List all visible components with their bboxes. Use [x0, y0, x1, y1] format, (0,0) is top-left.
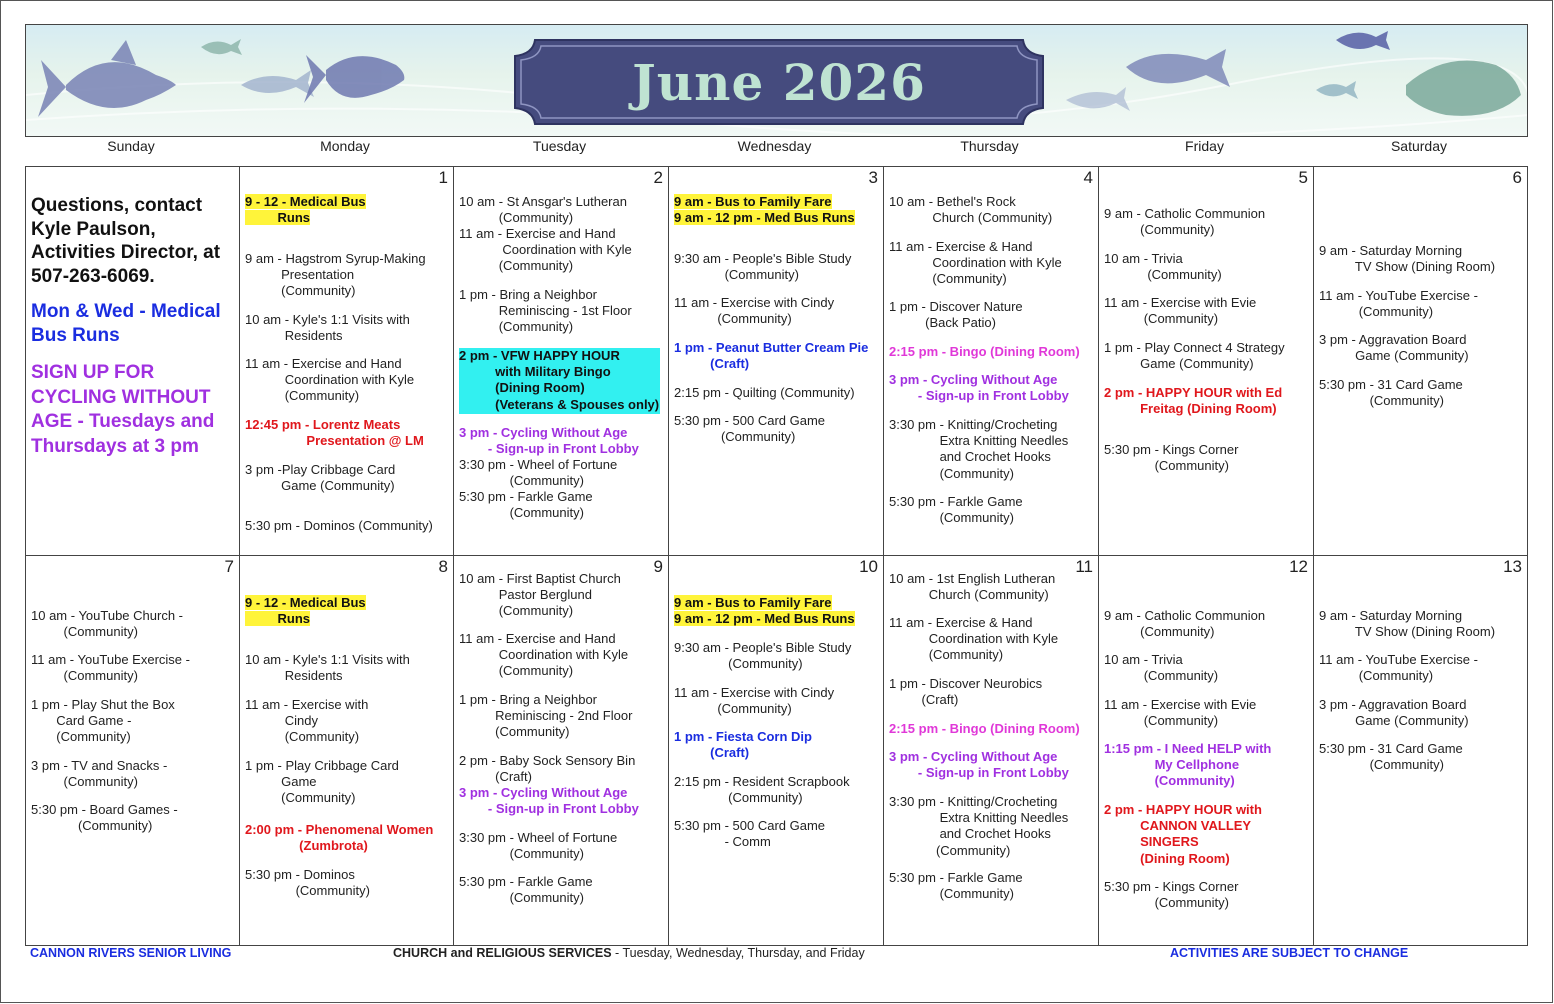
- event: 2:15 pm - Quilting (Community): [674, 385, 855, 400]
- header-banner: [25, 24, 1528, 137]
- day-number: 7: [224, 557, 234, 576]
- event: 10 am - Trivia (Community): [1104, 652, 1219, 684]
- event: 11 am - Exercise with Cindy (Community): [674, 685, 835, 717]
- weekday-friday: Friday: [1185, 138, 1224, 154]
- event: 9 am - Bus to Family Fare 9 am - 12 pm - Med Bus Runs: [674, 194, 855, 226]
- day-number: 10: [859, 557, 878, 576]
- day-number: 1: [438, 168, 448, 187]
- event: 5:30 pm - Kings Corner (Community): [1104, 442, 1239, 474]
- event: 11 am - Exercise with Cindy (Community): [245, 697, 369, 745]
- event: 9 am - Hagstrom Syrup-Making Presentation (Community): [245, 251, 426, 299]
- event: 9 am - Bus to Family Fare 9 am - 12 pm - Med Bus Runs: [674, 595, 855, 627]
- event: 2:15 pm - Bingo (Dining Room): [889, 344, 1080, 359]
- event: 5:30 pm - Dominos (Community): [245, 518, 433, 533]
- event: 5:30 pm - 500 Card Game (Community): [674, 413, 826, 445]
- event: 12:45 pm - Lorentz Meats Presentation @ LM: [245, 417, 424, 449]
- event: 5:30 pm - 31 Card Game (Community): [1319, 377, 1463, 409]
- event: 9 am - Catholic Communion (Community): [1104, 206, 1266, 238]
- event: 1:15 pm - I Need HELP with My Cellphone (Community): [1104, 741, 1272, 789]
- weekday-thursday: Thursday: [960, 138, 1019, 154]
- event: 3 pm - Cycling Without Age - Sign-up in Front Lobby: [889, 749, 1069, 781]
- day-cell: [668, 166, 884, 556]
- event: 5:30 pm - Farkle Game (Community): [889, 494, 1023, 526]
- day-cell: [668, 555, 884, 946]
- event: 11 am - YouTube Exercise - (Community): [1319, 652, 1478, 684]
- footer-services-heading: CHURCH and RELIGIOUS SERVICES: [393, 946, 612, 960]
- event: 11 am - Exercise and Hand Coordination with Kyle (Community): [459, 631, 629, 679]
- day-cell: [883, 555, 1099, 946]
- event: 1 pm - Play Connect 4 Strategy Game (Community): [1104, 340, 1285, 372]
- event: 5:30 pm - 31 Card Game (Community): [1319, 741, 1463, 773]
- event: 10 am - St Ansgar's Lutheran (Community): [459, 194, 627, 226]
- event: 1 pm - Discover Nature (Back Patio): [889, 299, 1023, 331]
- event: 5:30 pm - Board Games - (Community): [31, 802, 178, 834]
- day-number: 5: [1298, 168, 1308, 187]
- event: 10 am - YouTube Church - (Community): [31, 608, 183, 640]
- day-cell: [239, 555, 454, 946]
- event: 9 am - Catholic Communion (Community): [1104, 608, 1266, 640]
- bus-info: Mon & Wed - Medical Bus Runs: [31, 301, 221, 346]
- footer-facility-name: CANNON RIVERS SENIOR LIVING: [30, 946, 232, 960]
- day-cell: [453, 166, 669, 556]
- event: 9 - 12 - Medical Bus Runs: [245, 194, 366, 226]
- event: 10 am - Bethel's Rock Church (Community): [889, 194, 1053, 226]
- event: 10 am - Trivia (Community): [1104, 251, 1222, 283]
- day-cell: [453, 555, 669, 946]
- event: 11 am - Exercise and Hand Coordination with Kyle (Community): [459, 226, 632, 274]
- weekday-tuesday: Tuesday: [532, 138, 587, 154]
- day-number: 12: [1289, 557, 1308, 576]
- event: 1 pm - Fiesta Corn Dip (Craft): [674, 729, 812, 761]
- event: 3 pm - Aggravation Board Game (Community): [1319, 697, 1469, 729]
- event: 10 am - Kyle's 1:1 Visits with Residents: [245, 312, 410, 344]
- event: 9 - 12 - Medical Bus Runs: [245, 595, 366, 627]
- event: 5:30 pm - Farkle Game (Community): [459, 489, 593, 521]
- event: 11 am - Exercise with Evie (Community): [1104, 697, 1257, 729]
- event: 5:30 pm - Farkle Game (Community): [459, 874, 593, 906]
- day-number: 8: [438, 557, 448, 576]
- event: 1 pm - Discover Neurobics (Craft): [889, 676, 1043, 708]
- day-number: 13: [1503, 557, 1522, 576]
- day-number: 9: [653, 557, 663, 576]
- event: 3 pm - Cycling Without Age - Sign-up in Front Lobby: [459, 425, 639, 457]
- event: 11 am - Exercise with Cindy (Community): [674, 295, 835, 327]
- event: 1 pm - Peanut Butter Cream Pie (Craft): [674, 340, 869, 372]
- day-cell: [1313, 555, 1528, 946]
- event: 9:30 am - People's Bible Study (Community): [674, 640, 852, 672]
- event: 2:15 pm - Resident Scrapbook (Community): [674, 774, 850, 806]
- event: 2 pm - HAPPY HOUR with CANNON VALLEY SINGERS (Dining Room): [1104, 802, 1262, 866]
- event: 5:30 pm - Farkle Game (Community): [889, 870, 1023, 902]
- event: 3:30 pm - Knitting/Crocheting Extra Knitting Needles and Crochet Hooks (Community): [889, 794, 1069, 858]
- event: 11 am - YouTube Exercise - (Community): [1319, 288, 1478, 320]
- event: 5:30 pm - Dominos (Community): [245, 867, 370, 899]
- event: 3:30 pm - Wheel of Fortune (Community): [459, 457, 618, 489]
- page-title: June 2026: [632, 52, 926, 112]
- event: 1 pm - Play Cribbage Card Game (Community): [245, 758, 399, 806]
- event: 11 am - Exercise with Evie (Community): [1104, 295, 1257, 327]
- cycling-info: SIGN UP FOR CYCLING WITHOUT AGE - Tuesdays and Thursdays at 3 pm: [31, 362, 215, 457]
- contact-info: Questions, contact Kyle Paulson, Activities Director, at 507-263-6069.: [31, 195, 221, 287]
- event: 2 pm - Baby Sock Sensory Bin (Craft): [459, 753, 636, 785]
- event: 10 am - First Baptist Church Pastor Berglund (Community): [459, 571, 621, 619]
- event: 2 pm - VFW HAPPY HOUR with Military Bingo (Dining Room) (Veterans & Spouses only): [459, 348, 660, 414]
- event: 11 am - Exercise & Hand Coordination with Kyle (Community): [889, 239, 1062, 287]
- footer-disclaimer: ACTIVITIES ARE SUBJECT TO CHANGE: [1170, 946, 1409, 960]
- title-plaque: [513, 38, 1045, 126]
- event: 11 am - Exercise and Hand Coordination with Kyle (Community): [245, 356, 415, 404]
- event: 9 am - Saturday Morning TV Show (Dining Room): [1319, 243, 1496, 275]
- event: 9 am - Saturday Morning TV Show (Dining Room): [1319, 608, 1496, 640]
- event: 3 pm -Play Cribbage Card Game (Community): [245, 462, 396, 494]
- event: 3 pm - Cycling Without Age - Sign-up in Front Lobby: [889, 372, 1069, 404]
- day-number: 4: [1083, 168, 1093, 187]
- event: 3 pm - Aggravation Board Game (Community): [1319, 332, 1469, 364]
- event: 1 pm - Bring a Neighbor Reminiscing - 1st Floor (Community): [459, 287, 632, 335]
- info-cell: [25, 166, 240, 556]
- footer-services-note: [393, 946, 865, 960]
- event: 11 am - Exercise & Hand Coordination with Kyle (Community): [889, 615, 1059, 663]
- event: 2:15 pm - Bingo (Dining Room): [889, 721, 1080, 736]
- event: 2:00 pm - Phenomenal Women (Zumbrota): [245, 822, 434, 854]
- event: 11 am - YouTube Exercise - (Community): [31, 652, 190, 684]
- day-cell: [25, 555, 240, 946]
- weekday-saturday: Saturday: [1390, 138, 1448, 154]
- event: 3:30 pm - Knitting/Crocheting Extra Knitting Needles and Crochet Hooks (Community): [889, 417, 1069, 481]
- event: 3:30 pm - Wheel of Fortune (Community): [459, 830, 618, 862]
- event: 1 pm - Play Shut the Box Card Game - (Community): [31, 697, 175, 745]
- event: 9:30 am - People's Bible Study (Community): [674, 251, 852, 283]
- day-number: 3: [868, 168, 878, 187]
- day-number: 11: [1075, 557, 1093, 576]
- day-number: 2: [653, 168, 663, 187]
- day-cell: [1098, 166, 1314, 556]
- event: 5:30 pm - Kings Corner (Community): [1104, 879, 1239, 911]
- day-cell: [1313, 166, 1528, 556]
- footer-services-days: - Tuesday, Wednesday, Thursday, and Friday: [611, 946, 865, 960]
- event: 3 pm - TV and Snacks - (Community): [31, 758, 168, 790]
- weekday-wednesday: Wednesday: [737, 138, 812, 154]
- day-cell: [239, 166, 454, 556]
- event: 5:30 pm - 500 Card Game - Comm: [674, 818, 826, 850]
- weekday-monday: Monday: [320, 138, 370, 154]
- event: 1 pm - Bring a Neighbor Reminiscing - 2nd Floor (Community): [459, 692, 633, 740]
- weekday-sunday: Sunday: [107, 138, 155, 154]
- event: 10 am - 1st English Lutheran Church (Community): [889, 571, 1056, 603]
- event: 10 am - Kyle's 1:1 Visits with Residents: [245, 652, 410, 684]
- calendar-grid: [25, 166, 1528, 946]
- event: 2 pm - HAPPY HOUR with Ed Freitag (Dining Room): [1104, 385, 1283, 417]
- event: 3 pm - Cycling Without Age - Sign-up in Front Lobby: [459, 785, 639, 817]
- day-cell: [883, 166, 1099, 556]
- day-number: 6: [1512, 168, 1522, 187]
- day-cell: [1098, 555, 1314, 946]
